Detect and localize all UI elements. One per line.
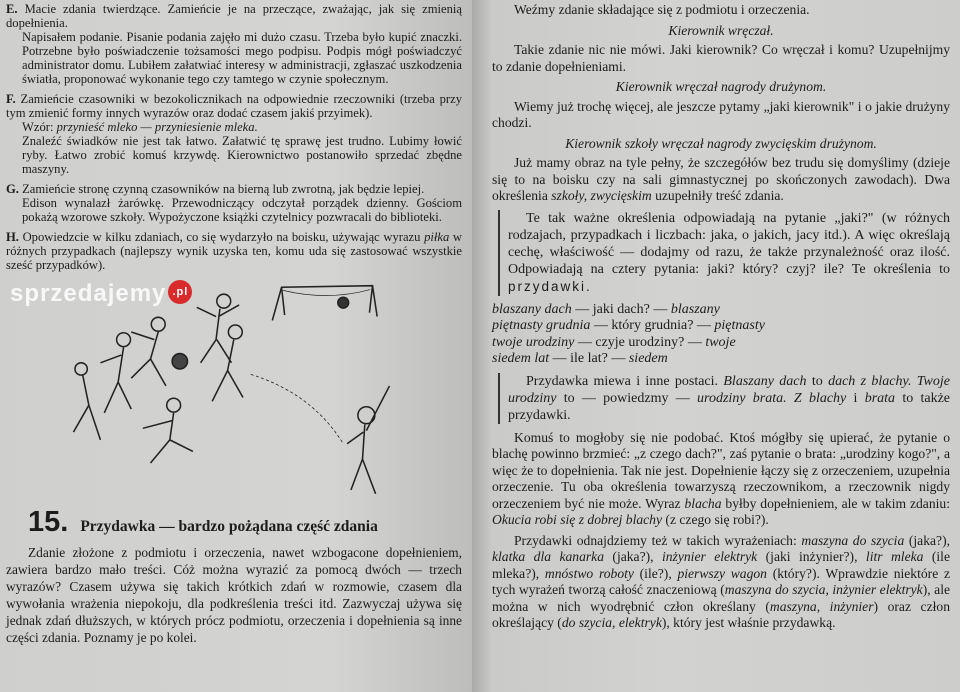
text-run: to także przydawki. (508, 390, 951, 423)
text-run: Już mamy obraz na tyle pełny, że szczegółów bez trudu się domyślimy (dzieje się to na boisku czy na sali gimnastycznej po skończonych zawodach). Dwa określenia (492, 155, 950, 203)
italic-text: siedem (628, 351, 668, 366)
example-sentence (492, 136, 950, 153)
exercise-f-text (6, 134, 462, 176)
text-run: — który grudnia? — (590, 318, 715, 333)
players-group (73, 294, 389, 494)
exercise-f (6, 92, 462, 176)
italic-text: siedem lat (492, 351, 550, 366)
paragraph (492, 42, 950, 75)
italic-text: Blaszany dach (723, 373, 807, 389)
italic-text: Okucia robi się z dobrej blachy (492, 512, 663, 527)
football-illustration (6, 278, 460, 500)
text-run: Te tak ważne określenia odpowiadają na pytanie „jaki?" (w różnych rodzajach, przypadkach i liczbach: jaka, o jakich, jacy itd.). A więc określają cechę, właściwość — dodajmy od razu, że także przynależność oraz ilość. Odpowiadają na cztery pytania: jaki? który? czyj? ile? Te określenia to (508, 210, 950, 277)
illustration-area (6, 278, 462, 500)
text-run: (ile mleka?), (492, 549, 950, 581)
italic-text: piłka (424, 230, 450, 244)
text-run: to — powiedzmy — (556, 390, 698, 406)
italic-text: piętnasty (714, 318, 765, 333)
text-run: Przydawki odnajdziemy też w takich wyrażeniach: (514, 532, 802, 548)
text-run: byłby dopełnieniem, ale w takim zdaniu: (721, 495, 950, 511)
exercise-f-pattern (6, 120, 462, 134)
italic-text: szkoły, zwycięskim (551, 188, 652, 203)
exercise-e (6, 2, 462, 86)
italic-text: maszyna do szycia, inżynier elektryk (724, 582, 923, 597)
italic-text: blaszany dach (492, 301, 572, 317)
text-run: ), który jest właśnie przydawką. (661, 615, 836, 630)
italic-text: litr mleka (865, 549, 924, 564)
text-run: (ile?), (633, 565, 678, 581)
example-line (492, 318, 950, 335)
note-box (498, 373, 950, 424)
exercise-h (6, 230, 462, 272)
italic-text: maszyna, inżynier (769, 598, 874, 614)
text-run: ), ale można w nich wyodrębnić człon określany ( (492, 582, 950, 614)
text-run: Zamieńcie czasowniki w bezokolicznikach na odpowiednie rzeczowniki (trzeba przy tym zmienić formy innych wyrazów oraz dodać czasem jakiś przyimek). (6, 92, 462, 120)
exercise-letter: H. (6, 230, 19, 244)
text-run: Znaleźć świadków nie jest tak łatwo. Załatwić tę sprawę jest trudno. Lubimy łowić ryby. Łatwo zrobić komuś krzywdę. Kierownictwo postanowiło sprzedać zbędne maszyny. (22, 134, 462, 176)
exercise-letter: F. (6, 92, 16, 106)
paragraph (492, 533, 950, 632)
text-run: Weźmy zdanie składające się z podmiotu i orzeczenia. (514, 2, 810, 17)
italic-text: blaszany (670, 301, 720, 317)
text-run: Napisałem podanie. Pisanie podania zajęło mi dużo czasu. Trzeba było kupić znaczki. Potrzebne było poświadczenie tożsamości mego podpisu. Podpis mógł poświadczyć administrator domu. Lubiłem załatwiać interesy w administracji, zgłaszać uszkodzenia światła, proponować wykonanie tego czy tamtego w czynie społecznym. (22, 30, 462, 86)
text-run: Wzór: (22, 120, 57, 134)
text-run: w różnych przypadkach (najlepszy wynik uzyska ten, komu uda się zastosować wszystkie sześć przypadków). (6, 230, 462, 272)
text-run: Kierownik szkoły wręczał nagrody zwycięskim drużynom. (565, 135, 877, 151)
text-run: uzupełniły treść zdania. (651, 188, 784, 203)
examples-list (492, 302, 950, 368)
exercise-g-text (6, 196, 462, 224)
example-sentence (492, 79, 950, 96)
italic-text: brata (864, 390, 896, 406)
ball-icon (338, 297, 349, 308)
exercise-letter: E. (6, 2, 18, 16)
italic-text: do szycia, elektryk (561, 615, 662, 630)
example-sentence (492, 23, 950, 40)
text-run: Wiemy już trochę więcej, ale jeszcze pytamy „jaki kierownik" i o jakie drużyny chodzi. (492, 98, 950, 130)
text-run: Kierownik wręczał nagrody drużynom. (615, 79, 827, 94)
text-run: Przydawka miewa i inne postaci. (526, 373, 724, 389)
watermark-logo (10, 280, 192, 308)
example-line (492, 335, 950, 352)
section-intro (6, 544, 462, 646)
italic-text: inżynier elektryk (661, 549, 758, 564)
definition-box (498, 210, 950, 296)
text-run: (który?). Wprawdzie niektóre z tych wyrażeń tworzą całość znaczeniową ( (492, 565, 950, 597)
italic-text: pierwszy wagon (677, 565, 767, 581)
italic-text: urodziny brata. Z blachy (697, 390, 847, 406)
exercise-g-instruction (6, 182, 424, 196)
text-run: (jaka?), (904, 532, 950, 548)
text-run: (jaki inżynier?), (757, 549, 866, 564)
paragraph (492, 99, 950, 132)
goal-post-icon (272, 286, 377, 321)
italic-text: dach z blachy. (828, 373, 912, 389)
spaced-term: przydawki. (508, 278, 592, 294)
text-run: (z czego się robi?). (662, 512, 769, 527)
text-run: Zdanie złożone z podmiotu i orzeczenia, nawet wzbogacone dopełnieniem, zawiera bardzo mało treści. Cóż można wyrazić za pomocą dwóch — trzech wyrazów? Czasem używa się takich krótkich zdań w rozmowie, czasem dla wywołania wrażenia niepokoju, dla podkreślenia treści itd. Zazwyczaj używa się jednak zdań dłuższych, w których prócz podmiotu, orzeczenia i dopełnienia są inne części zdania. Poznamy je po kolei. (6, 545, 462, 645)
ball-icon (172, 354, 187, 369)
example-line (492, 302, 950, 319)
exercise-e-text (6, 30, 462, 86)
paragraph (492, 430, 950, 529)
text-run: — ile lat? — (549, 351, 629, 366)
italic-text: przynieść mleko — przyniesienie mleka. (56, 120, 258, 134)
exercise-letter: G. (6, 182, 19, 196)
text-run: Zamieńcie stronę czynną czasowników na bierną lub zwrotną, jak będzie lepiej. (18, 182, 425, 196)
example-line (492, 351, 950, 368)
text-run: to (806, 373, 829, 389)
text-run: Takie zdanie nic nie mówi. Jaki kierownik? Co wręczał i komu? Uzupełnijmy to zdanie dopełnieniami. (492, 42, 950, 74)
italic-text: piętnasty grudnia (492, 318, 591, 333)
text-run: ) oraz człon określający ( (492, 598, 950, 630)
italic-text: blacha (684, 495, 722, 511)
text-run: Macie zdania twierdzące. Zamieńcie je na przeczące, zważając, jak się zmienią dopełnienia. (6, 2, 462, 30)
text-run: i (846, 390, 865, 406)
italic-text: mnóstwo roboty (544, 565, 634, 581)
paragraph (492, 155, 950, 205)
watermark-badge: .pl (168, 280, 192, 304)
text-run: Edison wynalazł żarówkę. Przewodniczący odczytał porządek dzienny. Gościom pokażą wzorowe szkoły. Wypożyczone książki czytelnicy pozwracali do biblioteki. (22, 196, 462, 224)
paragraph (492, 2, 950, 19)
section-heading (28, 506, 462, 538)
text-run: — jaki dach? — (571, 301, 671, 317)
italic-text: Twoje urodziny (508, 373, 950, 406)
text-run: Kierownik wręczał. (668, 22, 774, 38)
text-run: Opowiedzcie w kilku zdaniach, co się wydarzyło na boisku, używając wyrazu (18, 230, 425, 244)
italic-text: twoje (705, 334, 736, 350)
italic-text: maszyna do szycia (801, 532, 905, 548)
left-page (0, 0, 472, 692)
exercise-f-instruction (6, 92, 462, 120)
exercise-g (6, 182, 462, 224)
italic-text: klatka dla kanarka (492, 549, 604, 564)
italic-text: twoje urodziny (492, 334, 575, 350)
text-run: Komuś to mogłoby się nie podobać. Ktoś mógłby się upierać, że pytanie o blachę powinno brzmieć: „z czego dach?", zaś pytanie o brata: „urodziny kogo?", a więc że to dopełnienia. Tak nie jest. Dopełnienie łączy się z orzeczeniem, uzupełnia orzeczenie. Tu oba określenia towarzyszą rzeczownikom, a rzeczownik nigdy orzeczeniem być nie może. Wyraz (492, 429, 950, 511)
section-title: Przydawka — bardzo pożądana część zdania (80, 518, 378, 535)
watermark-text: sprzedajemy (10, 280, 167, 307)
text-run: — czyje urodziny? — (574, 334, 706, 350)
text-run: (jaka?), (604, 549, 662, 564)
section-number: 15. (28, 506, 69, 538)
right-page (472, 0, 960, 692)
exercise-e-instruction (6, 2, 462, 30)
exercise-h-instruction (6, 230, 462, 272)
